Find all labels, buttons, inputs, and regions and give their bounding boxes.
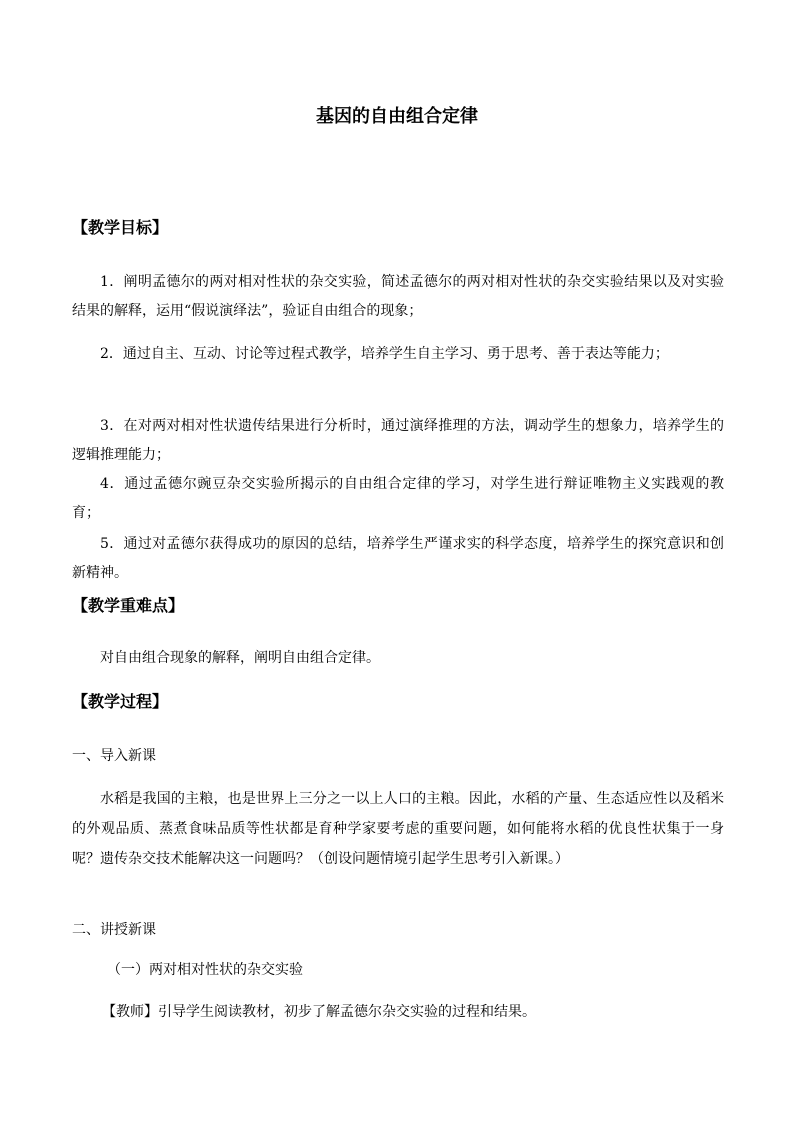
part2-title: 二、讲授新课 — [72, 922, 156, 938]
objective-item-3: 3．在对两对相对性状遗传结果进行分析时，通过演绎推理的方法，调动学生的想象力，培养学生的逻辑推理能力； — [72, 418, 724, 463]
key-points-text: 对自由组合现象的解释，阐明自由组合定律。 — [100, 650, 380, 666]
teacher-label: 【教师】 — [102, 1004, 158, 1020]
process-heading: 【教学过程】 — [72, 692, 169, 711]
teacher-text: 引导学生阅读教材，初步了解孟德尔杂交实验的过程和结果。 — [158, 1004, 536, 1020]
objective-item-1: 1．阐明孟德尔的两对相对性状的杂交实验，简述孟德尔的两对相对性状的杂交实验结果以及对实验结果的解释，运用“假说演绎法”，验证自由组合的现象； — [72, 274, 724, 319]
objectives-heading: 【教学目标】 — [72, 218, 169, 237]
document-title: 基因的自由组合定律 — [316, 106, 478, 127]
objective-item-4: 4．通过孟德尔豌豆杂交实验所揭示的自由组合定律的学习，对学生进行辩证唯物主义实践观的教育； — [72, 476, 724, 521]
part1-text: 水稻是我国的主粮，也是世界上三分之一以上人口的主粮。因此，水稻的产量、生态适应性以及稻米的外观品质、蒸煮食味品质等性状都是育种学家要考虑的重要问题，如何能将水稻的优良性状集于一身呢？遗传杂交技术能解决这一问题吗？（创设问题情境引起学生思考引入新课。） — [72, 791, 724, 867]
teacher-paragraph — [102, 1000, 536, 1024]
key-points-heading: 【教学重难点】 — [72, 596, 185, 615]
objective-item-5: 5．通过对孟德尔获得成功的原因的总结，培养学生严谨求实的科学态度，培养学生的探究意识和创新精神。 — [72, 536, 724, 581]
subsection-1-title: （一）两对相对性状的杂交实验 — [107, 962, 303, 978]
objective-item-2: 2．通过自主、互动、讨论等过程式教学，培养学生自主学习、勇于思考、善于表达等能力； — [100, 346, 669, 362]
part1-title: 一、导入新课 — [72, 748, 156, 764]
